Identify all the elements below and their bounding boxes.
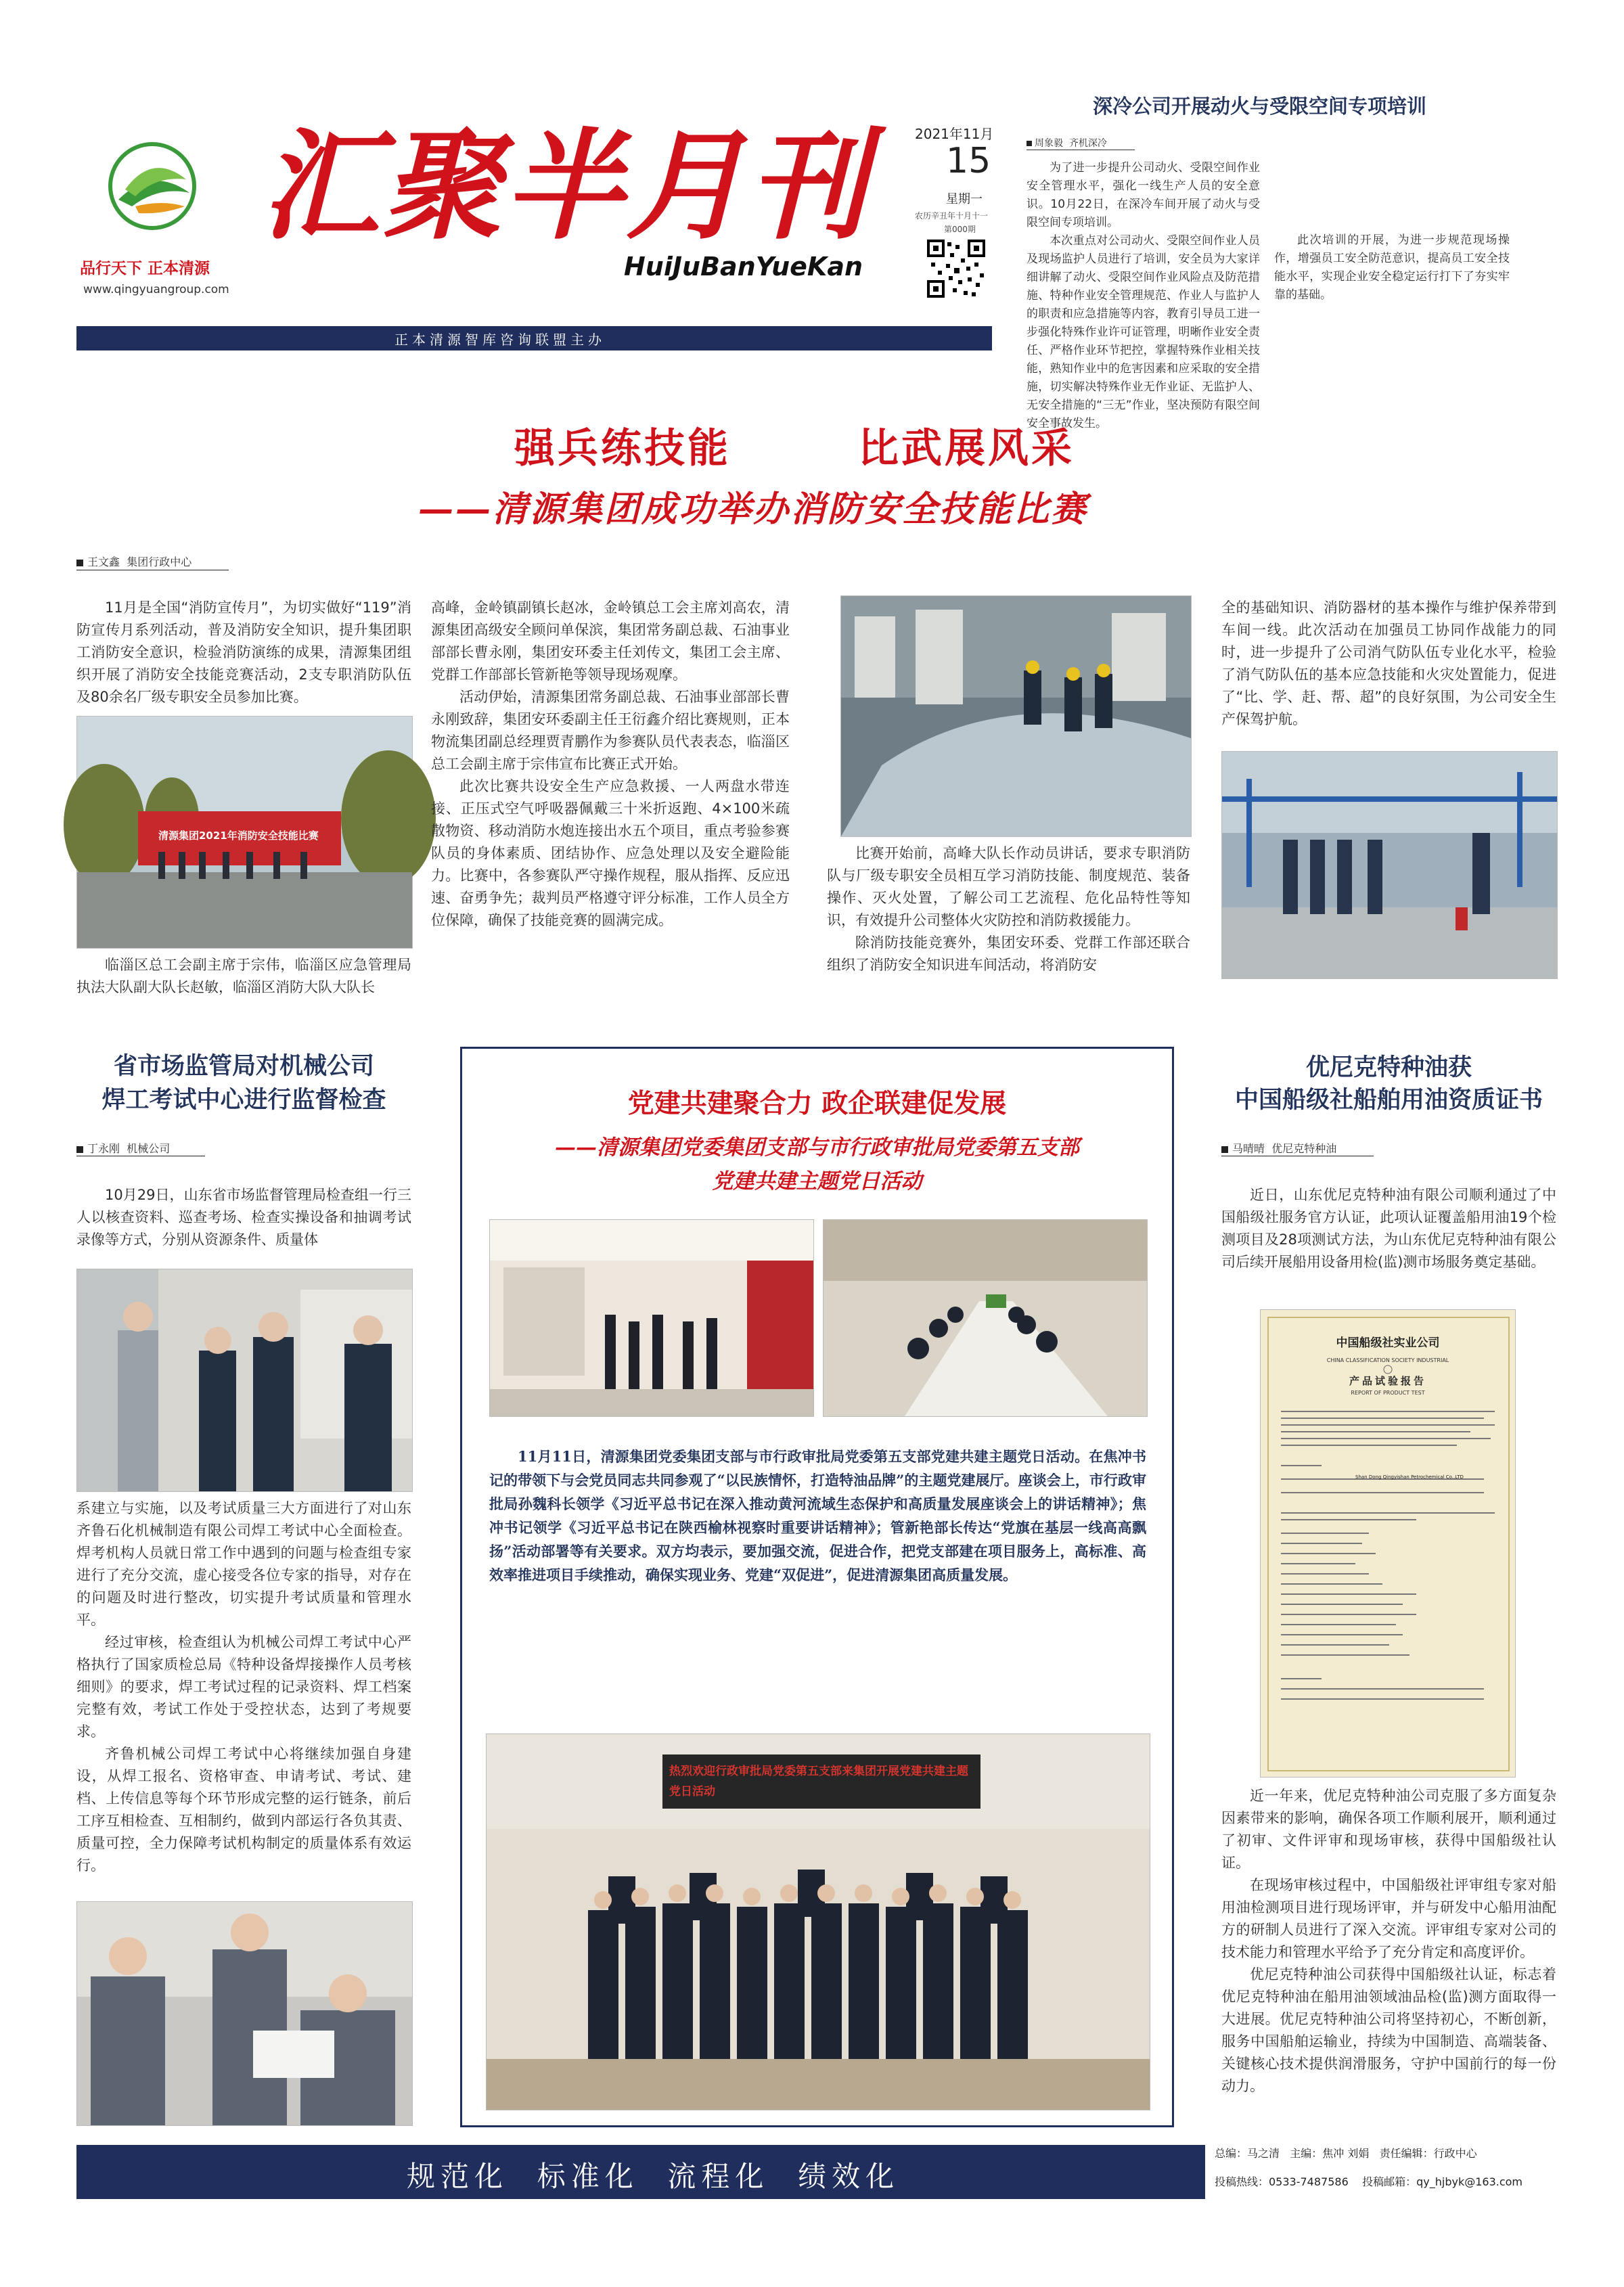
footer-email: 投稿邮箱：qy_hjbyk@163.com	[1362, 2175, 1523, 2188]
website: www.qingyuangroup.com	[83, 283, 229, 296]
photo-meeting-room	[823, 1219, 1148, 1417]
left-para-3: 经过审核，检查组认为机械公司焊工考试中心严格执行了国家质检总局《特种设备焊接操作人员考核细则》的要求，焊工考试过程的记录资料、焊工档案完整有效，考试工作处于受控状态，达到了考规要求。	[76, 1634, 411, 1740]
right-byline	[1221, 1140, 1336, 1156]
main-col2	[431, 597, 790, 932]
top-article-col2	[1274, 103, 1510, 304]
right-para-1: 近日，山东优尼克特种油有限公司顺利通过了中国船级社服务官方认证，此项认证覆盖船用油19个检测项目及28项测试方法，为山东优尼克特种油有限公司后续开展船用设备用检(监)测市场服务奠定基础。	[1221, 1187, 1556, 1270]
photo-welding-exam	[76, 1901, 413, 2126]
main-col2-para-2: 活动伊始，清源集团常务副总裁、石油事业部部长曹永刚致辞，集团安环委副主任王衍鑫介绍比赛规则，正本物流集团副总经理贾青鹏作为参赛队员代表表态，临淄区总工会副主席于宗伟宣布比赛正式开始。	[431, 689, 790, 772]
right-para-3: 在现场审核过程中，中国船级社评审组专家对船用油检测项目进行现场评审，并与研发中心船用油配方的研制人员进行了深入交流。评审组专家对公司的技术能力和管理水平给予了充分肯定和高度评价。	[1221, 1877, 1556, 1960]
right-para-2: 近一年来，优尼克特种油公司克服了多方面复杂因素带来的影响，确保各项工作顺利展开，顺利通过了初审、文件评审和现场审核，获得中国船级社认证。	[1221, 1788, 1556, 1871]
main-col3-para-1: 比赛开始前，高峰大队长作动员讲话，要求专职消防队与厂级专职安全员相互学习消防技能、制度规范、装备操作、灭火处置，了解公司工艺流程、危化品特性等知识，有效提升公司整体火灾防控和消防救援能力。	[827, 845, 1190, 928]
slogan: 品行天下 正本清源	[80, 260, 210, 277]
left-byline	[76, 1140, 170, 1156]
main-col4	[1221, 597, 1556, 731]
photo-water-spray	[840, 595, 1192, 837]
company-logo	[105, 139, 200, 233]
photo-inspection	[76, 1269, 413, 1492]
top-para-2-cont	[1274, 103, 1510, 231]
footer-bar	[76, 2145, 1205, 2199]
right-dept: 优尼克特种油	[1271, 1142, 1337, 1155]
issue-day: 15	[946, 141, 991, 181]
photo-group	[486, 1734, 1150, 2110]
right-article-title-1: 优尼克特种油获	[1305, 1054, 1472, 1081]
certificate-title-cn: 产品试验报告	[1349, 1375, 1426, 1387]
certificate-emblem-icon	[1376, 1364, 1400, 1375]
footer-chief: 主编：焦冲 刘娟	[1290, 2147, 1370, 2160]
center-subtitle-2: 党建共建主题党日活动	[712, 1169, 922, 1194]
top-article	[1018, 91, 1560, 430]
masthead-title: 汇聚半月刊	[261, 116, 870, 256]
tagline: 正本清源智库咨询联盟主办	[394, 332, 606, 348]
right-author: 马晴晴	[1232, 1142, 1265, 1155]
issue-weekday: 星期一	[946, 192, 983, 206]
main-col2-para-3: 此次比赛共设安全生产应急救援、一人两盘水带连接、正压式空气呼吸器佩戴三十米折返跑、4×100米疏散物资、移动消防水炮连接出水五个项目，重点考验参赛队员的身体素质、团结协作、应急处理以及安全避险能力。比赛中，各参赛队严守操作规程，服从指挥、反应迅速、奋勇争先；裁判员严格遵守评分标准，工作人员全方位保障，确保了技能竞赛的圆满完成。	[431, 778, 790, 928]
footer-row-1	[1215, 2145, 1566, 2163]
left-col-bottom	[76, 1497, 411, 1877]
masthead-pinyin: HuiJuBanYueKan	[624, 252, 863, 281]
center-body: 11月11日，清源集团党委集团支部与市行政审批局党委第五支部党建共建主题党日活动。在焦冲书记的带领下与会党员同志共同参观了“以民族情怀，打造特油品牌”的主题党建展厅。座谈会上，市行政审批局孙魏科长领学《习近平总书记在深入推动黄河流域生态保护和高质量发展座谈会上的讲话精神》；焦冲书记领学《习近平总书记在陕西榆林视察时重要讲话精神》；管新艳部长传达“党旗在基层一线高高飘扬”活动部署等有关要求。双方均表示，要加强交流，促进合作，把党支部建在项目服务上，高标准、高效率推进项目手续推动，确保实现业务、党建“双促进”，促进清源集团高质量发展。	[489, 1448, 1146, 1583]
tagline-bar	[76, 326, 992, 350]
main-author: 王文鑫	[87, 556, 120, 568]
top-article-title: 深冷公司开展动火与受限空间专项培训	[1093, 95, 1427, 118]
main-title-right: 比武展风采	[858, 425, 1075, 472]
certificate-image	[1260, 1309, 1516, 1777]
right-para-4: 优尼克特种油公司获得中国船级社认证，标志着优尼克特种油在船用油领域油品检(监)测方面取得一大进展。优尼克特种油公司将坚持初心，不断创新，服务中国船舶运输业，持续为中国制造、高端装备、关键核心技术提供润滑服务，守护中国前行的每一份动力。	[1221, 1966, 1556, 2094]
photo-exhibition-hall	[489, 1219, 814, 1417]
top-para-3: 此次培训的开展，为进一步规范现场操作，增强员工安全防范意识，提高员工安全技能水平，实现企业安全稳定运行打下了夯实牢靠的基础。	[1274, 233, 1510, 302]
main-col1b	[76, 954, 411, 999]
byline-dept: 齐机深冷	[1068, 138, 1107, 149]
footer-unit: 责任编辑：行政中心	[1379, 2147, 1477, 2160]
photo-extinguisher	[1221, 751, 1558, 979]
main-dept: 集团行政中心	[127, 556, 192, 568]
right-col-top	[1221, 1184, 1556, 1273]
issue-lunar: 农历辛丑年十月十一	[915, 211, 989, 221]
certificate-title-en: REPORT OF PRODUCT TEST	[1351, 1390, 1425, 1396]
top-article-col1	[1027, 159, 1260, 430]
main-col1-para: 11月是全国“消防宣传月”，为切实做好“119”消防宣传月系列活动，普及消防安全知识，提升集团职工消防安全意识，检验消防演练的成果，清源集团组织开展了消防安全技能竞赛活动，2支专职消防队伍及80余名厂级专职安全员参加比赛。	[76, 599, 411, 705]
photo-ceremony	[76, 716, 413, 949]
center-subtitle-1: ——清源集团党委集团支部与市行政审批局党委第五支部	[555, 1135, 1079, 1160]
left-para-4: 齐鲁机械公司焊工考试中心将继续加强自身建设，从焊工报名、资格审查、申请考试、考试、建档、上传信息等每个环节形成完整的运行链条，前后工序互相检查、互相制约，做到内部运行各负其责、质量可控，全力保障考试机构制定的质量体系有效运行。	[76, 1746, 411, 1874]
footer-row-2	[1215, 2173, 1566, 2191]
left-dept: 机械公司	[127, 1142, 171, 1155]
certificate-company: Shan Dong Qingyishan Petrochemical Co.,LTD	[1355, 1474, 1464, 1480]
left-para-1: 10月29日，山东省市场监督管理局检查组一行三人以核查资料、巡查考场、检查实操设备和抽调考试录像等方式，分别从资源条件、质量体	[76, 1187, 411, 1248]
byline-author: 周象毅	[1035, 138, 1063, 149]
left-col-top	[76, 1184, 411, 1251]
center-article-box	[460, 1047, 1174, 2127]
left-article-title-2: 焊工考试中心进行监督检查	[102, 1087, 386, 1114]
right-col-bottom	[1221, 1785, 1556, 2098]
footer-hotline: 投稿热线：0533-7487586	[1215, 2175, 1349, 2188]
top-para-2: 本次重点对公司动火、受限空间作业人员及现场监护人员进行了培训，安全员为大家详细讲解了动火、受限空间作业风险点及防范措施、特种作业安全管理规范、作业人与监护人的职责和应急措施等内容，教育引导员工进一步强化特殊作业许可证管理，明晰作业安全责任、严格作业环节把控，掌握特殊作业相关技能，熟知作业中的危害因素和应采取的安全措施，切实解决特殊作业无作业证、无监护人、无安全措施的“三无”作业，坚决预防有限空间安全事故发生。	[1027, 234, 1260, 430]
banner-text: 清源集团2021年消防安全技能比赛	[158, 830, 319, 842]
main-col4-para: 全的基础知识、消防器材的基本操作与维护保养带到车间一线。此次活动在加强员工协同作战能力的同时，进一步提升了公司消气防队伍专业化水平，检验了消气防队伍的基本应急技能和火灾处置能力，促进了“比、学、赶、帮、超”的良好氛围，为公司安全生产保驾护航。	[1221, 599, 1556, 727]
issue-number: 第000期	[944, 225, 976, 234]
footer-slogan: 规范化 标准化 流程化 绩效化	[407, 2160, 900, 2193]
certificate-text-lines	[1281, 1405, 1495, 1723]
main-subtitle: ——清源集团成功举办消防安全技能比赛	[418, 489, 1089, 530]
main-col1	[76, 597, 411, 708]
top-para-1: 为了进一步提升公司动火、受限空间作业安全管理水平，强化一线生产人员的安全意识。10月22日，在深冷车间开展了动火与受限空间专项培训。	[1027, 161, 1260, 229]
certificate-org-cn: 中国船级社实业公司	[1336, 1336, 1440, 1350]
main-col2-para-1: 高峰，金岭镇副镇长赵冰，金岭镇总工会主席刘高农，清源集团高级安全顾问单保滨，集团常务副总裁、石油事业部部长曹永刚，集团安环委主任刘传文，集团工会主席、党群工作部部长管新艳等领导现场观摩。	[431, 599, 790, 683]
right-article-title-2: 中国船级社船舶用油资质证书	[1234, 1087, 1543, 1114]
top-article-byline	[1027, 136, 1135, 150]
footer-credits	[1215, 2145, 1566, 2191]
main-col3	[827, 842, 1190, 976]
footer-editor: 总编：马之清	[1215, 2147, 1280, 2160]
issue-date: 2021年11月	[915, 126, 994, 142]
certificate-org-en: CHINA CLASSIFICATION SOCIETY INDUSTRIAL	[1326, 1357, 1449, 1363]
led-banner-text: 热烈欢迎行政审批局党委第五支部来集团开展党建共建主题党日活动	[669, 1765, 968, 1798]
main-byline	[76, 553, 191, 569]
qr-code	[926, 238, 987, 299]
left-article-title-1: 省市场监管局对机械公司	[113, 1053, 374, 1080]
left-para-2: 系建立与实施，以及考试质量三大方面进行了对山东齐鲁石化机械制造有限公司焊工考试中心全面检查。焊考机构人员就日常工作中遇到的问题与检查组专家进行了充分交流，虚心接受各位专家的指导，对存在的问题及时进行整改，切实提升考试质量和管理水平。	[76, 1500, 411, 1628]
main-col3-para-2: 除消防技能竞赛外，集团安环委、党群工作部还联合组织了消防安全知识进车间活动，将消防安	[827, 934, 1190, 973]
main-col1b-para: 临淄区总工会副主席于宗伟，临淄区应急管理局执法大队副大队长赵敏，临淄区消防大队大队长	[76, 957, 411, 995]
main-title-left: 强兵练技能	[514, 425, 731, 472]
center-title: 党建共建聚合力 政企联建促发展	[627, 1089, 1007, 1119]
left-author: 丁永刚	[87, 1142, 120, 1155]
